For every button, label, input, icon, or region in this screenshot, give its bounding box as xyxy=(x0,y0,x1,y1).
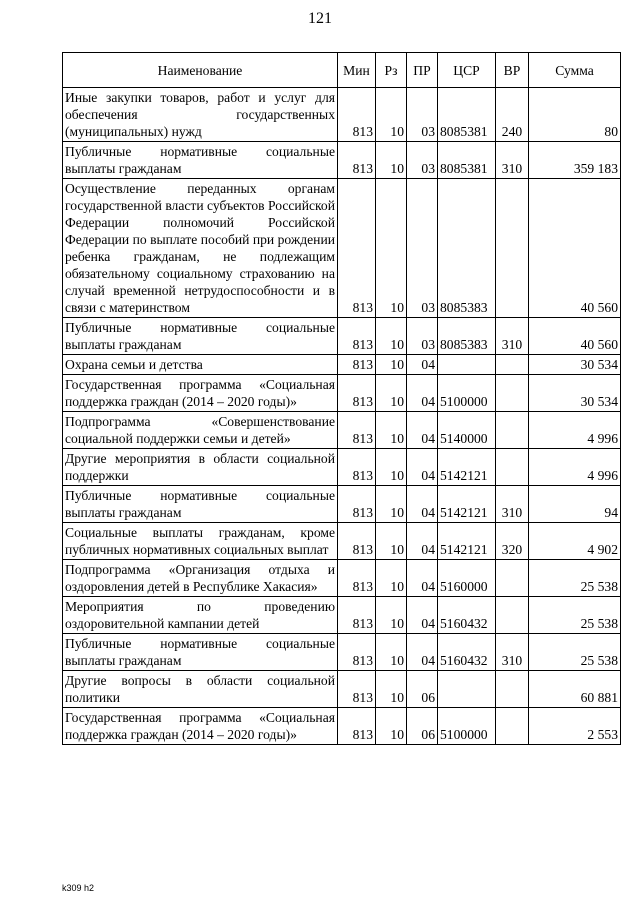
cell-rz: 10 xyxy=(376,355,407,375)
cell-csr xyxy=(438,355,496,375)
cell-vr xyxy=(496,375,529,412)
cell-csr: 8085381 xyxy=(438,142,496,179)
cell-min: 813 xyxy=(338,634,376,671)
cell-csr: 5160432 xyxy=(438,597,496,634)
table-row xyxy=(63,449,621,486)
cell-rz: 10 xyxy=(376,318,407,355)
cell-min: 813 xyxy=(338,671,376,708)
table-row xyxy=(63,355,621,375)
cell-min: 813 xyxy=(338,560,376,597)
cell-name: Публичные нормативные социальные выплаты гражданам xyxy=(63,634,338,671)
cell-csr: 8085381 xyxy=(438,88,496,142)
cell-pr: 04 xyxy=(407,375,438,412)
cell-sum: 94 xyxy=(529,486,621,523)
table-row xyxy=(63,179,621,318)
cell-csr: 5100000 xyxy=(438,708,496,745)
cell-name: Подпрограмма «Организация отдыха и оздоровления детей в Республике Хакасия» xyxy=(63,560,338,597)
cell-csr: 5160432 xyxy=(438,634,496,671)
cell-sum: 30 534 xyxy=(529,375,621,412)
cell-name: Другие мероприятия в области социальной поддержки xyxy=(63,449,338,486)
page-number: 121 xyxy=(308,10,332,27)
cell-pr: 03 xyxy=(407,88,438,142)
cell-sum: 30 534 xyxy=(529,355,621,375)
cell-rz: 10 xyxy=(376,634,407,671)
cell-vr xyxy=(496,449,529,486)
cell-min: 813 xyxy=(338,597,376,634)
cell-min: 813 xyxy=(338,318,376,355)
header-vr: ВР xyxy=(496,53,529,88)
cell-name: Мероприятия по проведению оздоровительной кампании детей xyxy=(63,597,338,634)
cell-min: 813 xyxy=(338,449,376,486)
cell-name: Охрана семьи и детства xyxy=(63,355,338,375)
cell-rz: 10 xyxy=(376,88,407,142)
table-row xyxy=(63,634,621,671)
cell-csr: 5140000 xyxy=(438,412,496,449)
cell-pr: 06 xyxy=(407,671,438,708)
cell-sum: 359 183 xyxy=(529,142,621,179)
cell-sum: 2 553 xyxy=(529,708,621,745)
cell-vr: 310 xyxy=(496,634,529,671)
cell-pr: 03 xyxy=(407,179,438,318)
cell-pr: 04 xyxy=(407,449,438,486)
cell-min: 813 xyxy=(338,412,376,449)
table-row xyxy=(63,597,621,634)
cell-csr: 5142121 xyxy=(438,486,496,523)
cell-rz: 10 xyxy=(376,412,407,449)
cell-min: 813 xyxy=(338,375,376,412)
cell-rz: 10 xyxy=(376,708,407,745)
cell-csr: 8085383 xyxy=(438,318,496,355)
cell-vr: 310 xyxy=(496,142,529,179)
cell-name: Публичные нормативные социальные выплаты гражданам xyxy=(63,142,338,179)
cell-vr: 310 xyxy=(496,486,529,523)
cell-rz: 10 xyxy=(376,560,407,597)
cell-pr: 06 xyxy=(407,708,438,745)
cell-pr: 04 xyxy=(407,560,438,597)
cell-vr xyxy=(496,597,529,634)
footer-code: k309 h2 xyxy=(62,883,95,893)
cell-sum: 60 881 xyxy=(529,671,621,708)
cell-sum: 25 538 xyxy=(529,560,621,597)
table-row xyxy=(63,412,621,449)
cell-sum: 40 560 xyxy=(529,318,621,355)
header-row xyxy=(63,53,621,88)
cell-sum: 25 538 xyxy=(529,634,621,671)
table-row xyxy=(63,671,621,708)
cell-rz: 10 xyxy=(376,449,407,486)
table-row xyxy=(63,88,621,142)
cell-vr: 310 xyxy=(496,318,529,355)
cell-name: Другие вопросы в области социальной политики xyxy=(63,671,338,708)
cell-rz: 10 xyxy=(376,179,407,318)
cell-csr: 8085383 xyxy=(438,179,496,318)
cell-name: Осуществление переданных органам государственной власти субъектов Российской Федерации полномочий Российской Федерации по выплате пособий при рождении ребенка гражданам, не подлежащим обязательному социальному страхованию на случай временной нетрудоспособности и в связи с материнством xyxy=(63,179,338,318)
cell-pr: 04 xyxy=(407,486,438,523)
cell-name: Государственная программа «Социальная поддержка граждан (2014 – 2020 годы)» xyxy=(63,375,338,412)
header-name: Наименование xyxy=(63,53,338,88)
table-row xyxy=(63,560,621,597)
cell-vr: 320 xyxy=(496,523,529,560)
cell-rz: 10 xyxy=(376,597,407,634)
cell-min: 813 xyxy=(338,142,376,179)
cell-sum: 4 996 xyxy=(529,412,621,449)
table-row xyxy=(63,375,621,412)
cell-name: Государственная программа «Социальная поддержка граждан (2014 – 2020 годы)» xyxy=(63,708,338,745)
cell-pr: 03 xyxy=(407,142,438,179)
cell-pr: 03 xyxy=(407,318,438,355)
cell-csr xyxy=(438,671,496,708)
table-row xyxy=(63,523,621,560)
cell-pr: 04 xyxy=(407,597,438,634)
cell-min: 813 xyxy=(338,708,376,745)
header-sum: Сумма xyxy=(529,53,621,88)
table-row xyxy=(63,708,621,745)
cell-vr: 240 xyxy=(496,88,529,142)
cell-vr xyxy=(496,560,529,597)
cell-min: 813 xyxy=(338,355,376,375)
cell-sum: 4 996 xyxy=(529,449,621,486)
budget-table xyxy=(62,52,621,745)
cell-rz: 10 xyxy=(376,671,407,708)
cell-vr xyxy=(496,671,529,708)
cell-csr: 5160000 xyxy=(438,560,496,597)
cell-rz: 10 xyxy=(376,486,407,523)
header-min: Мин xyxy=(338,53,376,88)
cell-min: 813 xyxy=(338,88,376,142)
cell-min: 813 xyxy=(338,523,376,560)
cell-name: Иные закупки товаров, работ и услуг для обеспечения государственных (муниципальных) нужд xyxy=(63,88,338,142)
cell-min: 813 xyxy=(338,486,376,523)
table-row xyxy=(63,142,621,179)
cell-rz: 10 xyxy=(376,142,407,179)
cell-sum: 80 xyxy=(529,88,621,142)
cell-name: Подпрограмма «Совершенствование социальной поддержки семьи и детей» xyxy=(63,412,338,449)
cell-rz: 10 xyxy=(376,375,407,412)
cell-pr: 04 xyxy=(407,355,438,375)
cell-vr xyxy=(496,355,529,375)
cell-name: Социальные выплаты гражданам, кроме публичных нормативных социальных выплат xyxy=(63,523,338,560)
cell-rz: 10 xyxy=(376,523,407,560)
cell-sum: 25 538 xyxy=(529,597,621,634)
cell-csr: 5142121 xyxy=(438,449,496,486)
cell-name: Публичные нормативные социальные выплаты гражданам xyxy=(63,318,338,355)
cell-sum: 4 902 xyxy=(529,523,621,560)
cell-vr xyxy=(496,708,529,745)
cell-pr: 04 xyxy=(407,412,438,449)
table-header xyxy=(63,53,621,88)
table-row xyxy=(63,486,621,523)
cell-pr: 04 xyxy=(407,634,438,671)
header-csr: ЦСР xyxy=(438,53,496,88)
cell-min: 813 xyxy=(338,179,376,318)
cell-pr: 04 xyxy=(407,523,438,560)
cell-sum: 40 560 xyxy=(529,179,621,318)
cell-vr xyxy=(496,179,529,318)
cell-csr: 5100000 xyxy=(438,375,496,412)
table-body xyxy=(63,88,621,745)
cell-vr xyxy=(496,412,529,449)
header-pr: ПР xyxy=(407,53,438,88)
cell-name: Публичные нормативные социальные выплаты гражданам xyxy=(63,486,338,523)
header-rz: Рз xyxy=(376,53,407,88)
cell-csr: 5142121 xyxy=(438,523,496,560)
table-row xyxy=(63,318,621,355)
